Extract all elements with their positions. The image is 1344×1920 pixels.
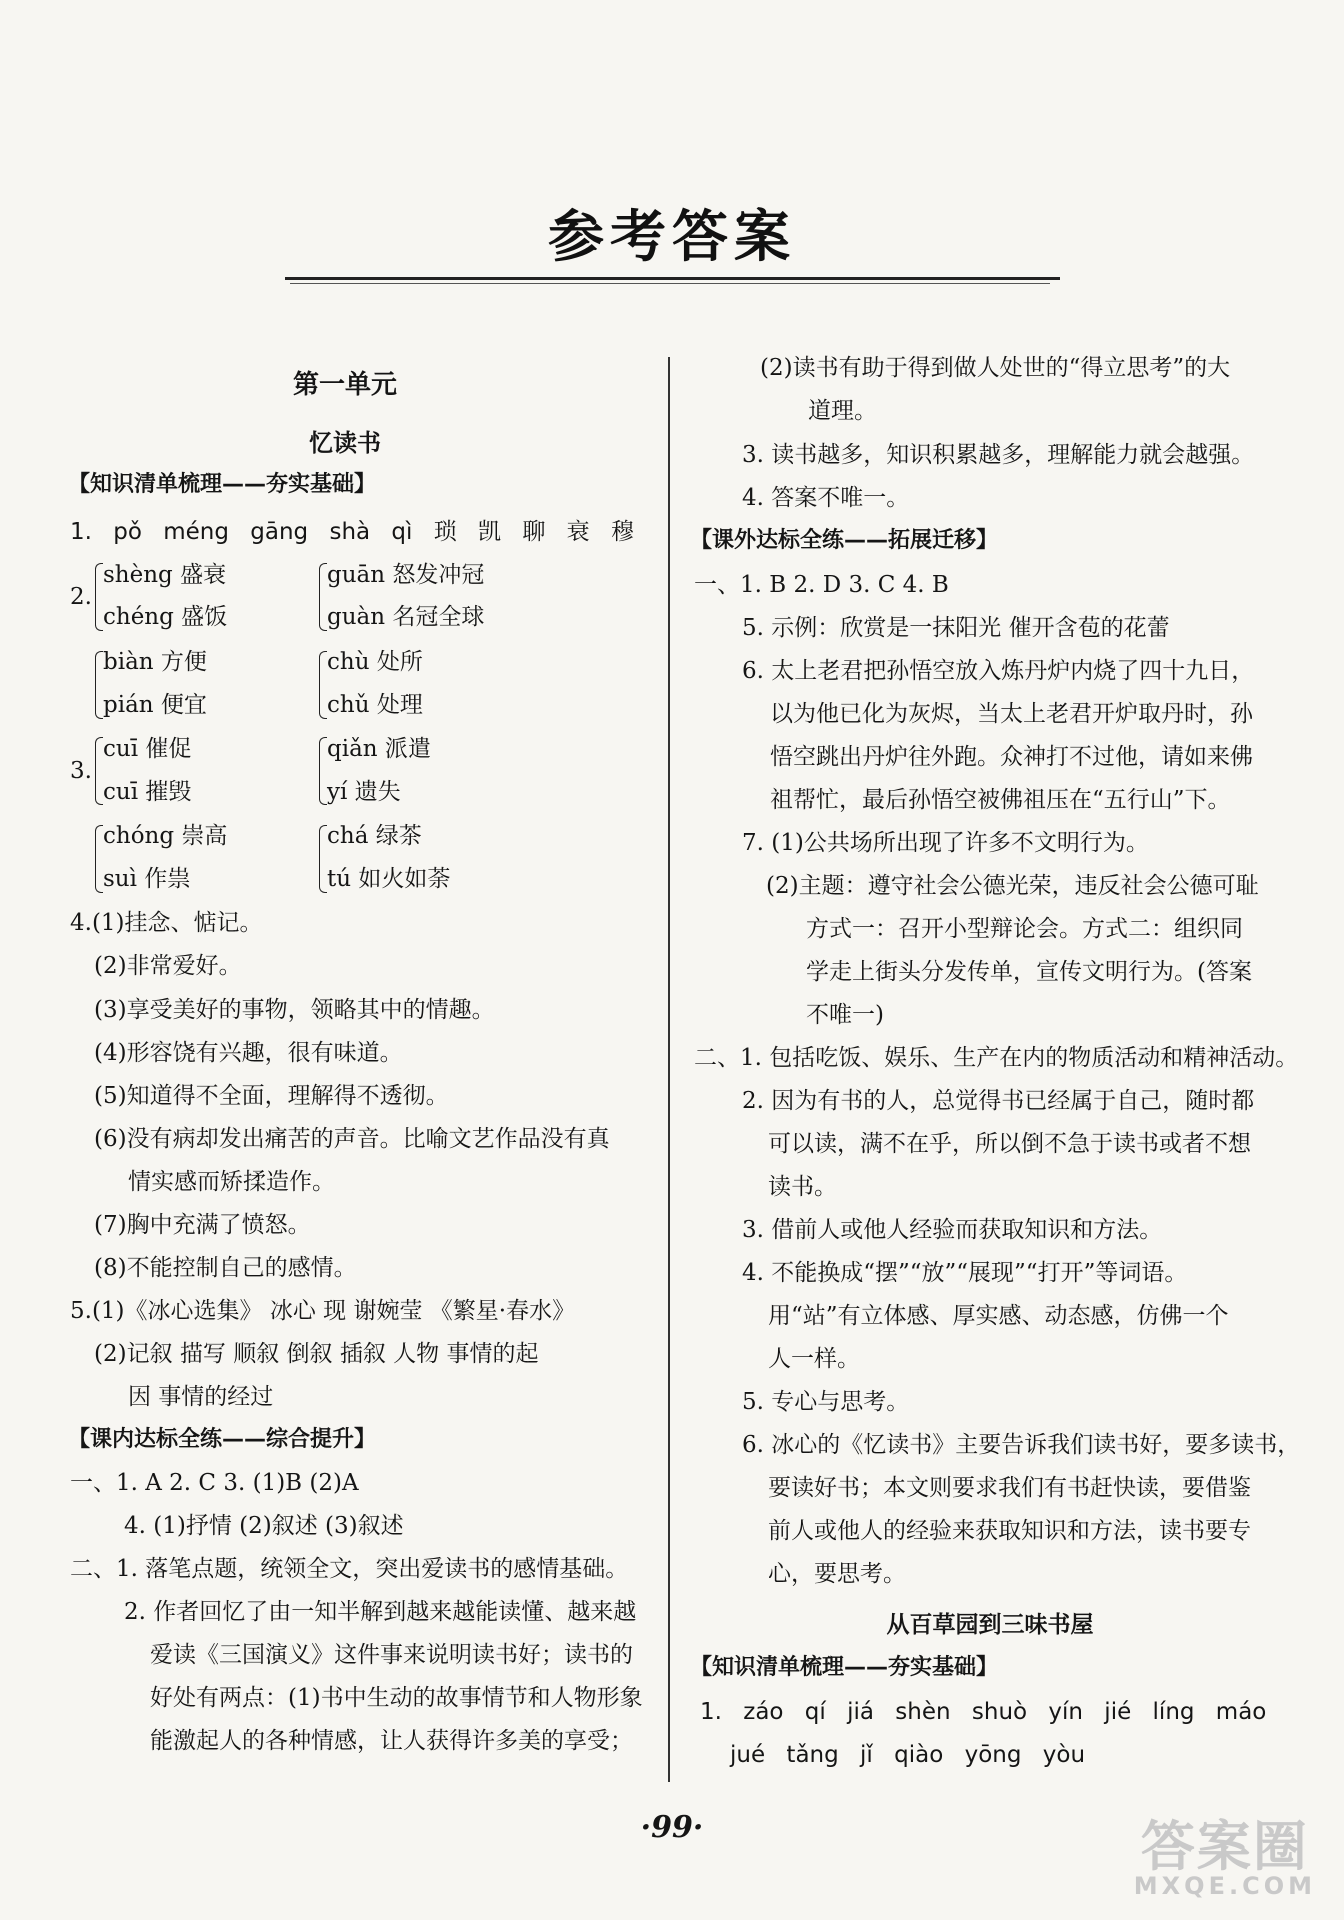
page-number: ·99·: [640, 1810, 704, 1845]
brace: [95, 737, 103, 805]
brace: [95, 651, 103, 719]
answer-line: 一、1. B 2. D 3. C 4. B: [694, 572, 949, 598]
answer-line: 人一样。: [768, 1346, 860, 1372]
section-heading: 【知识清单梳理——夯实基础】: [68, 472, 377, 497]
answer-line: (4)形容饶有兴趣，很有味道。: [94, 1040, 403, 1066]
answer-line: 不唯一): [806, 1002, 884, 1028]
answer-line: 好处有两点：(1)书中生动的故事情节和人物形象: [150, 1685, 643, 1711]
answer-line: 道理。: [808, 398, 877, 424]
brace: [319, 825, 327, 893]
lesson-title: 忆读书: [309, 428, 381, 457]
answer-line: guàn 名冠全球: [327, 604, 485, 630]
answer-line: (5)知道得不全面，理解得不透彻。: [94, 1083, 449, 1109]
section-heading: 【知识清单梳理——夯实基础】: [690, 1655, 999, 1680]
answer-line: 前人或他人的经验来获取知识和方法，读书要专: [768, 1518, 1251, 1544]
answer-line: 能激起人的各种情感，让人获得许多美的享受；: [150, 1728, 633, 1754]
answer-line: (2)非常爱好。: [94, 953, 242, 979]
question-number: 2.: [70, 584, 92, 610]
answer-line: 二、1. 落笔点题，统领全文，突出爱读书的感情基础。: [70, 1556, 629, 1582]
answer-line: 5. 示例：欣赏是一抹阳光 催开含苞的花蕾: [742, 615, 1170, 641]
answer-line: chóng 崇高: [103, 823, 228, 849]
answer-line: 二、1. 包括吃饭、娱乐、生产在内的物质活动和精神活动。: [694, 1045, 1299, 1071]
answer-line: 爱读《三国演义》这件事来说明读书好；读书的: [150, 1642, 633, 1668]
answer-line: 用“站”有立体感、厚实感、动态感，仿佛一个: [768, 1303, 1229, 1329]
answer-line: yí 遗失: [327, 779, 401, 805]
answer-line: 2. 因为有书的人，总觉得书已经属于自己，随时都: [742, 1088, 1255, 1114]
answer-line: qiǎn 派遣: [327, 736, 431, 762]
answer-line: 5. 专心与思考。: [742, 1389, 910, 1415]
answer-line: chù 处所: [327, 649, 423, 675]
watermark-logo: [1133, 1815, 1316, 1900]
answer-line: pián 便宜: [103, 692, 207, 718]
answer-line: (6)没有病却发出痛苦的声音。比喻文艺作品没有真: [94, 1126, 610, 1152]
answer-line: 2. 作者回忆了由一知半解到越来越能读懂、越来越: [124, 1599, 637, 1625]
answer-line: 以为他已化为灰烬，当太上老君开炉取丹时，孙: [770, 701, 1253, 727]
brace: [95, 825, 103, 893]
answer-line: 祖帮忙，最后孙悟空被佛祖压在“五行山”下。: [770, 787, 1231, 813]
answer-line: chǔ 处理: [327, 692, 423, 718]
answer-line: 要读好书；本文则要求我们有书赶快读，要借鉴: [768, 1475, 1251, 1501]
answer-line: (2)记叙 描写 顺叙 倒叙 插叙 人物 事情的起: [94, 1341, 539, 1367]
brace: [319, 563, 327, 631]
answer-line: 1. záo qí jiá shèn shuò yín jié líng máo: [700, 1699, 1267, 1725]
answer-line: 4. (1)抒情 (2)叙述 (3)叙述: [124, 1513, 404, 1539]
answer-line: biàn 方便: [103, 649, 207, 675]
answer-line: (2)读书有助于得到做人处世的“得立思考”的大: [760, 355, 1231, 381]
answer-line: shèng 盛衰: [103, 562, 227, 588]
answer-line: guān 怒发冲冠: [327, 562, 485, 588]
watermark-logo-text: 答案圈: [1140, 1815, 1309, 1878]
brace: [319, 651, 327, 719]
answer-line: (8)不能控制自己的感情。: [94, 1255, 357, 1281]
answer-line: 1. pǒ méng gāng shà qì 琐 凯 聊 衰 穆: [70, 519, 634, 545]
answer-line: 可以读，满不在乎，所以倒不急于读书或者不想: [768, 1131, 1251, 1157]
answer-line: 悟空跳出丹炉往外跑。众神打不过他，请如来佛: [770, 744, 1253, 770]
answer-line: chá 绿茶: [327, 823, 422, 849]
answer-line: cuī 摧毁: [103, 779, 192, 805]
question-number: 3.: [70, 758, 92, 784]
answer-line: 3. 借前人或他人经验而获取知识和方法。: [742, 1217, 1163, 1243]
answer-line: 4. 不能换成“摆”“放”“展现”“打开”等词语。: [742, 1260, 1188, 1286]
lesson-title: 从百草园到三味书屋: [886, 1611, 1094, 1638]
unit-title: 第一单元: [292, 370, 397, 400]
answer-line: 读书。: [768, 1174, 837, 1200]
answer-line: 学走上街头分发传单，宣传文明行为。(答案: [806, 959, 1252, 985]
page-title: 参考答案: [548, 205, 796, 270]
section-heading: 【课内达标全练——综合提升】: [68, 1427, 377, 1452]
answer-line: 情实感而矫揉造作。: [128, 1169, 335, 1195]
answer-line: (3)享受美好的事物，领略其中的情趣。: [94, 997, 495, 1023]
answer-line: chéng 盛饭: [103, 604, 228, 630]
title-underline: [285, 277, 1060, 280]
answer-line: suì 作祟: [103, 866, 191, 892]
brace: [319, 737, 327, 805]
answer-line: 6. 太上老君把孙悟空放入炼丹炉内烧了四十九日，: [742, 658, 1255, 684]
answer-line: (7)胸中充满了愤怒。: [94, 1212, 311, 1238]
answer-line: cuī 催促: [103, 736, 192, 762]
answer-line: 心，要思考。: [768, 1561, 906, 1587]
answer-line: jué tǎng jǐ qiào yōng yòu: [730, 1742, 1086, 1768]
answer-line: tú 如火如荼: [327, 866, 451, 892]
answer-line: 因 事情的经过: [128, 1384, 274, 1410]
watermark-site: MXQE.COM: [1133, 1872, 1316, 1900]
answer-line: 4. 答案不唯一。: [742, 485, 910, 511]
answer-line: 7. (1)公共场所出现了许多不文明行为。: [742, 830, 1149, 856]
answer-line: 一、1. A 2. C 3. (1)B (2)A: [70, 1470, 359, 1496]
answer-line: (2)主题：遵守社会公德光荣，违反社会公德可耻: [766, 873, 1259, 899]
answer-line: 5.(1)《冰心选集》 冰心 现 谢婉莹 《繁星·春水》: [70, 1298, 576, 1324]
answer-line: 方式一：召开小型辩论会。方式二：组织同: [806, 916, 1243, 942]
answer-line: 3. 读书越多，知识积累越多，理解能力就会越强。: [742, 442, 1255, 468]
column-divider: [668, 357, 670, 1782]
answer-line: 6. 冰心的《忆读书》主要告诉我们读书好，要多读书，: [742, 1432, 1301, 1458]
brace: [95, 563, 103, 631]
section-heading: 【课外达标全练——拓展迁移】: [690, 528, 999, 553]
title-underline-thin: [290, 283, 1050, 284]
answer-line: 4.(1)挂念、惦记。: [70, 910, 263, 936]
